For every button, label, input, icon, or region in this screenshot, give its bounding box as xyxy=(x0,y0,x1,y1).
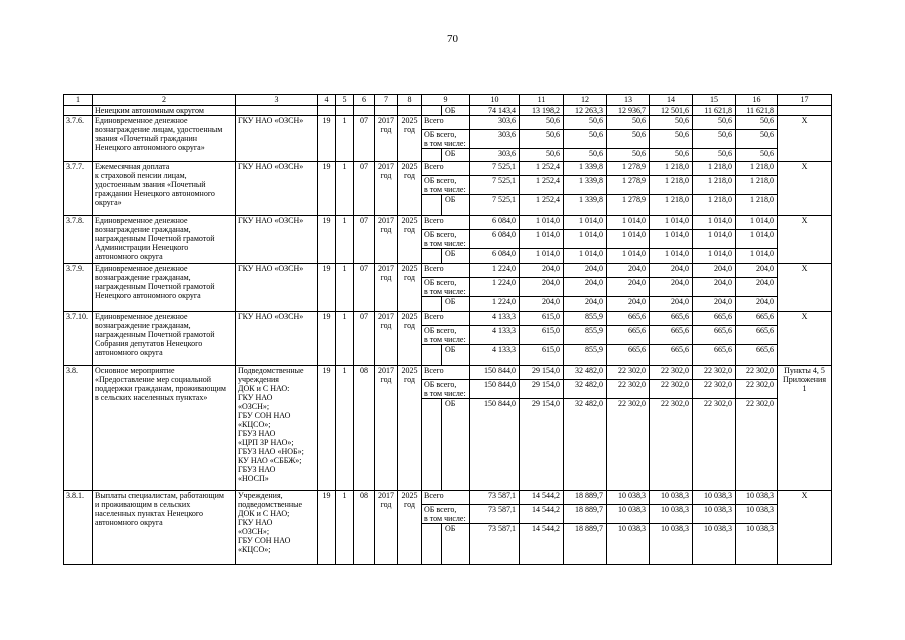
value-cell: 1 218,0 xyxy=(736,176,778,195)
value-cell: 50,6 xyxy=(736,149,778,162)
table-row xyxy=(64,116,832,130)
value-cell: 1 218,0 xyxy=(693,195,736,216)
header-cell: 3 xyxy=(236,95,318,106)
value-cell: 665,6 xyxy=(736,312,778,326)
row-executor: ГКУ НАО «ОЗСН» xyxy=(236,116,318,162)
header-cell: 4 xyxy=(318,95,336,106)
value-cell: 73 587,1 xyxy=(470,524,520,565)
value-cell: 1 014,0 xyxy=(564,216,607,230)
value-cell: 50,6 xyxy=(736,116,778,130)
value-cell: 1 252,4 xyxy=(520,176,564,195)
value-cell: 665,6 xyxy=(650,345,693,366)
source-label: ОБ xyxy=(442,149,470,162)
value-cell: 204,0 xyxy=(650,264,693,278)
value-cell: 74 143,4 xyxy=(470,106,520,116)
code-cell: 19 xyxy=(318,264,336,312)
value-cell: 204,0 xyxy=(736,297,778,312)
program-table xyxy=(63,94,832,565)
value-cell: 12 501,6 xyxy=(650,106,693,116)
code-cell: 1 xyxy=(336,116,354,162)
value-cell: 204,0 xyxy=(607,297,650,312)
table-row xyxy=(64,162,832,176)
value-cell: 22 302,0 xyxy=(693,366,736,380)
header-cell: 9 xyxy=(422,95,470,106)
year-start: 2017 год xyxy=(375,216,398,264)
value-cell: 7 525,1 xyxy=(470,195,520,216)
row-type: ОБ xyxy=(442,106,470,116)
value-cell: 204,0 xyxy=(520,264,564,278)
code-cell: 1 xyxy=(336,162,354,216)
table-row xyxy=(64,491,832,505)
header-cell: 7 xyxy=(375,95,398,106)
code-cell: 07 xyxy=(354,116,375,162)
header-cell: 5 xyxy=(336,95,354,106)
value-cell: 50,6 xyxy=(650,149,693,162)
value-cell: 22 302,0 xyxy=(607,399,650,491)
value-cell: 204,0 xyxy=(564,264,607,278)
source-label: Всего xyxy=(422,264,470,278)
value-cell: 50,6 xyxy=(564,116,607,130)
value-cell: 7 525,1 xyxy=(470,162,520,176)
value-cell: 22 302,0 xyxy=(736,366,778,380)
value-cell: 6 084,0 xyxy=(470,230,520,249)
value-cell: 50,6 xyxy=(564,149,607,162)
source-label: Всего xyxy=(422,116,470,130)
value-cell: 1 014,0 xyxy=(736,216,778,230)
header-cell: 1 xyxy=(64,95,93,106)
value-cell: 10 038,3 xyxy=(650,524,693,565)
year-end: 2025 год xyxy=(398,116,422,162)
code-cell: 07 xyxy=(354,264,375,312)
row-note: Х xyxy=(778,312,832,366)
value-cell: 1 218,0 xyxy=(650,195,693,216)
source-label: ОБ всего, в том числе: xyxy=(422,130,470,149)
row-note: Пункты 4, 5 Приложения 1 xyxy=(778,366,832,491)
value-cell: 665,6 xyxy=(650,312,693,326)
row-executor: ГКУ НАО «ОЗСН» xyxy=(236,216,318,264)
value-cell: 150 844,0 xyxy=(470,366,520,380)
value-cell: 29 154,0 xyxy=(520,366,564,380)
value-cell: 1 014,0 xyxy=(650,216,693,230)
row-number: 3.7.10. xyxy=(64,312,93,366)
value-cell: 22 302,0 xyxy=(693,399,736,491)
code-cell: 19 xyxy=(318,312,336,366)
year-end: 2025 год xyxy=(398,366,422,491)
value-cell: 1 014,0 xyxy=(736,249,778,264)
row-note: Х xyxy=(778,116,832,162)
value-cell: 150 844,0 xyxy=(470,380,520,399)
year-start: 2017 год xyxy=(375,366,398,491)
source-label: Всего xyxy=(422,312,470,326)
code-cell: 1 xyxy=(336,216,354,264)
code-cell: 19 xyxy=(318,162,336,216)
source-label: ОБ всего, в том числе: xyxy=(422,380,470,399)
value-cell: 22 302,0 xyxy=(607,380,650,399)
header-cell: 10 xyxy=(470,95,520,106)
value-cell: 1 014,0 xyxy=(564,249,607,264)
code-cell: 08 xyxy=(354,491,375,565)
value-cell: 303,6 xyxy=(470,116,520,130)
value-cell: 10 038,3 xyxy=(607,524,650,565)
value-cell: 1 218,0 xyxy=(736,162,778,176)
value-cell: 11 621,8 xyxy=(693,106,736,116)
value-cell: 303,6 xyxy=(470,130,520,149)
value-cell: 10 038,3 xyxy=(736,524,778,565)
header-cell: 17 xyxy=(778,95,832,106)
value-cell: 10 038,3 xyxy=(650,491,693,505)
value-cell: 665,6 xyxy=(693,312,736,326)
value-cell: 1 014,0 xyxy=(693,216,736,230)
value-cell: 50,6 xyxy=(607,149,650,162)
value-cell: 1 014,0 xyxy=(693,249,736,264)
value-cell: 50,6 xyxy=(650,116,693,130)
year-start: 2017 год xyxy=(375,162,398,216)
value-cell: 29 154,0 xyxy=(520,399,564,491)
row-executor: ГКУ НАО «ОЗСН» xyxy=(236,162,318,216)
row-number: 3.7.8. xyxy=(64,216,93,264)
row-number: 3.7.6. xyxy=(64,116,93,162)
value-cell: 32 482,0 xyxy=(564,380,607,399)
value-cell: 1 218,0 xyxy=(693,176,736,195)
row-number: 3.8.1. xyxy=(64,491,93,565)
source-label: ОБ xyxy=(442,297,470,312)
value-cell: 665,6 xyxy=(693,326,736,345)
row-name: Основное мероприятие «Предоставление мер социальной поддержки гражданам, проживающим в сельских населенных пунктах» xyxy=(93,366,236,491)
value-cell: 204,0 xyxy=(607,278,650,297)
value-cell: 303,6 xyxy=(470,149,520,162)
value-cell: 150 844,0 xyxy=(470,399,520,491)
value-cell: 50,6 xyxy=(607,130,650,149)
source-label: ОБ всего, в том числе: xyxy=(422,176,470,195)
row-name: Единовременное денежное вознаграждение гражданам, награжденным Почетной грамотой Ненецкого автономного округа xyxy=(93,264,236,312)
table-row xyxy=(64,312,832,326)
row-executor: Подведомственные учреждения ДОК и С НАО: ГКУ НАО «ОЗСН»; ГБУ СОН НАО «КЦСО»; ГБУЗ НАО «ЦРП ЗР НАО»; ГБУЗ НАО «НОБ»; КУ НАО «СББЖ»; ГБУЗ НАО «НОСП» xyxy=(236,366,318,491)
code-cell: 1 xyxy=(336,491,354,565)
row-name: Выплаты специалистам, работающим и проживающим в сельских населенных пунктах Ненецкого автономного округа xyxy=(93,491,236,565)
value-cell: 665,6 xyxy=(736,326,778,345)
table-row xyxy=(64,264,832,278)
value-cell: 665,6 xyxy=(650,326,693,345)
row-name: Ежемесячная доплата к страховой пенсии лицам, удостоенным звания «Почетный гражданин Ненецкого автономного округа» xyxy=(93,162,236,216)
value-cell: 1 014,0 xyxy=(607,230,650,249)
table-body xyxy=(64,106,832,565)
value-cell: 29 154,0 xyxy=(520,380,564,399)
value-cell: 665,6 xyxy=(607,326,650,345)
value-cell: 1 014,0 xyxy=(520,230,564,249)
value-cell: 18 889,7 xyxy=(564,505,607,524)
value-cell: 1 218,0 xyxy=(650,162,693,176)
value-cell: 204,0 xyxy=(520,278,564,297)
value-cell: 1 218,0 xyxy=(650,176,693,195)
value-cell: 22 302,0 xyxy=(736,399,778,491)
header-cell: 13 xyxy=(607,95,650,106)
value-cell: 1 014,0 xyxy=(564,230,607,249)
value-cell: 204,0 xyxy=(736,278,778,297)
value-cell: 855,9 xyxy=(564,326,607,345)
year-end: 2025 год xyxy=(398,162,422,216)
value-cell: 50,6 xyxy=(564,130,607,149)
header-cell: 6 xyxy=(354,95,375,106)
header-row xyxy=(64,95,832,106)
table-row xyxy=(64,366,832,380)
value-cell: 204,0 xyxy=(564,278,607,297)
value-cell: 50,6 xyxy=(607,116,650,130)
year-end: 2025 год xyxy=(398,264,422,312)
code-cell: 1 xyxy=(336,312,354,366)
value-cell: 204,0 xyxy=(693,264,736,278)
table-row xyxy=(64,106,832,116)
value-cell: 1 339,8 xyxy=(564,176,607,195)
value-cell: 615,0 xyxy=(520,345,564,366)
code-cell: 1 xyxy=(336,264,354,312)
value-cell: 1 014,0 xyxy=(736,230,778,249)
value-cell: 1 224,0 xyxy=(470,278,520,297)
value-cell: 1 278,9 xyxy=(607,176,650,195)
source-label: ОБ xyxy=(442,524,470,565)
code-cell: 19 xyxy=(318,216,336,264)
value-cell: 10 038,3 xyxy=(736,505,778,524)
row-executor: Учреждения, подведомственные ДОК и С НАО; ГКУ НАО «ОЗСН»; ГБУ СОН НАО «КЦСО»; xyxy=(236,491,318,565)
year-end: 2025 год xyxy=(398,312,422,366)
row-number: 3.7.9. xyxy=(64,264,93,312)
value-cell: 50,6 xyxy=(520,130,564,149)
value-cell: 1 014,0 xyxy=(650,230,693,249)
row-name: Единовременное денежное вознаграждение гражданам, награжденным Почетной грамотой Собрания депутатов Ненецкого автономного округа xyxy=(93,312,236,366)
value-cell: 665,6 xyxy=(693,345,736,366)
value-cell: 10 038,3 xyxy=(693,491,736,505)
value-cell: 10 038,3 xyxy=(607,491,650,505)
year-start: 2017 год xyxy=(375,312,398,366)
code-cell: 19 xyxy=(318,491,336,565)
code-cell: 07 xyxy=(354,312,375,366)
value-cell: 204,0 xyxy=(564,297,607,312)
value-cell: 1 252,4 xyxy=(520,195,564,216)
source-label: ОБ всего, в том числе: xyxy=(422,230,470,249)
value-cell: 10 038,3 xyxy=(736,491,778,505)
value-cell: 50,6 xyxy=(650,130,693,149)
value-cell: 32 482,0 xyxy=(564,366,607,380)
source-label: ОБ всего, в том числе: xyxy=(422,505,470,524)
table-row xyxy=(64,216,832,230)
value-cell: 4 133,3 xyxy=(470,312,520,326)
source-label: ОБ всего, в том числе: xyxy=(422,326,470,345)
value-cell: 1 252,4 xyxy=(520,162,564,176)
year-end: 2025 год xyxy=(398,491,422,565)
row-executor: ГКУ НАО «ОЗСН» xyxy=(236,264,318,312)
value-cell: 4 133,3 xyxy=(470,326,520,345)
code-cell: 19 xyxy=(318,116,336,162)
value-cell: 204,0 xyxy=(736,264,778,278)
row-note: Х xyxy=(778,264,832,312)
header-cell: 2 xyxy=(93,95,236,106)
row-note: Х xyxy=(778,216,832,264)
source-label: ОБ xyxy=(442,345,470,366)
header-cell: 11 xyxy=(520,95,564,106)
value-cell: 32 482,0 xyxy=(564,399,607,491)
value-cell: 1 014,0 xyxy=(520,249,564,264)
value-cell: 204,0 xyxy=(693,297,736,312)
value-cell: 50,6 xyxy=(693,130,736,149)
value-cell: 50,6 xyxy=(736,130,778,149)
value-cell: 1 218,0 xyxy=(736,195,778,216)
source-label: ОБ всего, в том числе: xyxy=(422,278,470,297)
header-cell: 15 xyxy=(693,95,736,106)
value-cell: 4 133,3 xyxy=(470,345,520,366)
row-name: Единовременное денежное вознаграждение гражданам, награжденным Почетной грамотой Администрации Ненецкого автономного округа xyxy=(93,216,236,264)
value-cell: 14 544,2 xyxy=(520,524,564,565)
value-cell: 1 014,0 xyxy=(520,216,564,230)
value-cell: 10 038,3 xyxy=(693,505,736,524)
value-cell: 1 014,0 xyxy=(607,216,650,230)
value-cell: 1 014,0 xyxy=(693,230,736,249)
year-start: 2017 год xyxy=(375,264,398,312)
value-cell: 50,6 xyxy=(520,149,564,162)
value-cell: 1 278,9 xyxy=(607,162,650,176)
value-cell: 204,0 xyxy=(650,297,693,312)
value-cell: 10 038,3 xyxy=(650,505,693,524)
value-cell: 22 302,0 xyxy=(607,366,650,380)
year-end: 2025 год xyxy=(398,216,422,264)
value-cell: 615,0 xyxy=(520,312,564,326)
value-cell: 73 587,1 xyxy=(470,491,520,505)
page-number: 70 xyxy=(447,33,458,45)
value-cell: 1 224,0 xyxy=(470,297,520,312)
value-cell: 18 889,7 xyxy=(564,491,607,505)
header-cell: 12 xyxy=(564,95,607,106)
value-cell: 204,0 xyxy=(520,297,564,312)
row-note: Х xyxy=(778,162,832,216)
code-cell: 07 xyxy=(354,216,375,264)
value-cell: 1 014,0 xyxy=(607,249,650,264)
row-name: Ненецким автономным округом xyxy=(93,106,236,116)
value-cell: 12 936,7 xyxy=(607,106,650,116)
value-cell: 204,0 xyxy=(693,278,736,297)
value-cell: 10 038,3 xyxy=(607,505,650,524)
year-start: 2017 год xyxy=(375,491,398,565)
source-label: ОБ xyxy=(442,399,470,491)
value-cell: 665,6 xyxy=(736,345,778,366)
code-cell: 19 xyxy=(318,366,336,491)
source-label: Всего xyxy=(422,491,470,505)
value-cell: 22 302,0 xyxy=(693,380,736,399)
header-cell: 8 xyxy=(398,95,422,106)
value-cell: 665,6 xyxy=(607,312,650,326)
value-cell: 50,6 xyxy=(693,116,736,130)
row-number: 3.8. xyxy=(64,366,93,491)
value-cell: 1 278,9 xyxy=(607,195,650,216)
value-cell: 73 587,1 xyxy=(470,505,520,524)
value-cell: 665,6 xyxy=(607,345,650,366)
value-cell: 14 544,2 xyxy=(520,491,564,505)
value-cell: 22 302,0 xyxy=(650,399,693,491)
value-cell: 1 218,0 xyxy=(693,162,736,176)
value-cell: 50,6 xyxy=(520,116,564,130)
source-label: ОБ xyxy=(442,195,470,216)
year-start: 2017 год xyxy=(375,116,398,162)
value-cell: 22 302,0 xyxy=(650,366,693,380)
source-label: Всего xyxy=(422,162,470,176)
value-cell: 1 014,0 xyxy=(650,249,693,264)
row-number: 3.7.7. xyxy=(64,162,93,216)
value-cell: 7 525,1 xyxy=(470,176,520,195)
value-cell: 1 224,0 xyxy=(470,264,520,278)
value-cell: 50,6 xyxy=(693,149,736,162)
source-label: ОБ xyxy=(442,249,470,264)
source-label: Всего xyxy=(422,366,470,380)
value-cell: 6 084,0 xyxy=(470,216,520,230)
value-cell: 6 084,0 xyxy=(470,249,520,264)
value-cell: 22 302,0 xyxy=(736,380,778,399)
value-cell: 14 544,2 xyxy=(520,505,564,524)
value-cell: 11 621,8 xyxy=(736,106,778,116)
value-cell: 1 339,8 xyxy=(564,162,607,176)
value-cell: 204,0 xyxy=(650,278,693,297)
header-cell: 14 xyxy=(650,95,693,106)
value-cell: 855,9 xyxy=(564,312,607,326)
header-cell: 16 xyxy=(736,95,778,106)
code-cell: 07 xyxy=(354,162,375,216)
value-cell: 10 038,3 xyxy=(693,524,736,565)
row-note: Х xyxy=(778,491,832,565)
value-cell: 204,0 xyxy=(607,264,650,278)
row-name: Единовременное денежное вознаграждение лицам, удостоенным звания «Почетный гражданин Ненецкого автономного округа» xyxy=(93,116,236,162)
code-cell: 1 xyxy=(336,366,354,491)
value-cell: 13 198,2 xyxy=(520,106,564,116)
value-cell: 1 339,8 xyxy=(564,195,607,216)
source-label: Всего xyxy=(422,216,470,230)
value-cell: 615,0 xyxy=(520,326,564,345)
code-cell: 08 xyxy=(354,366,375,491)
row-executor: ГКУ НАО «ОЗСН» xyxy=(236,312,318,366)
value-cell: 12 263,3 xyxy=(564,106,607,116)
value-cell: 18 889,7 xyxy=(564,524,607,565)
value-cell: 22 302,0 xyxy=(650,380,693,399)
value-cell: 855,9 xyxy=(564,345,607,366)
